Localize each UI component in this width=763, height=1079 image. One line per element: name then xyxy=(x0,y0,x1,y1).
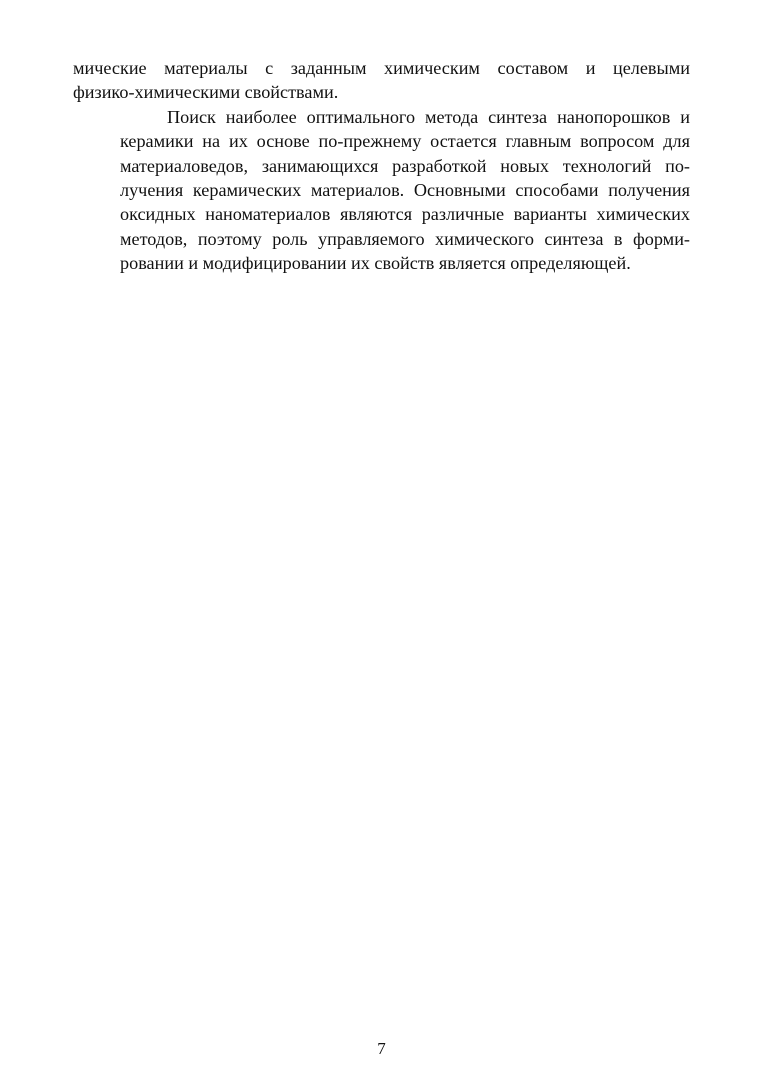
text-line: методов, поэтому роль управляемого химического синтеза в форми- xyxy=(120,228,690,249)
paragraph-continuation xyxy=(73,56,690,105)
text-line: оксидных наноматериалов являются различные варианты химических xyxy=(120,204,690,225)
paragraph xyxy=(73,105,690,276)
text-line: ровании и модифицировании их свойств является определяющей. xyxy=(120,253,631,274)
text-line: керамики на их основе по-прежнему остается главным вопросом для xyxy=(120,131,690,152)
body-text xyxy=(73,56,690,276)
text-line: мические материалы с заданным химическим составом и целевыми xyxy=(73,58,690,78)
text-line: физико-химическими свойствами. xyxy=(73,82,339,103)
text-line: материаловедов, занимающихся разработкой новых технологий по- xyxy=(120,155,690,176)
text-line: Поиск наиболее оптимального метода синтеза нанопорошков и xyxy=(167,106,690,127)
page-number: 7 xyxy=(377,1039,386,1058)
text-line: лучения керамических материалов. Основными способами получения xyxy=(120,180,690,201)
